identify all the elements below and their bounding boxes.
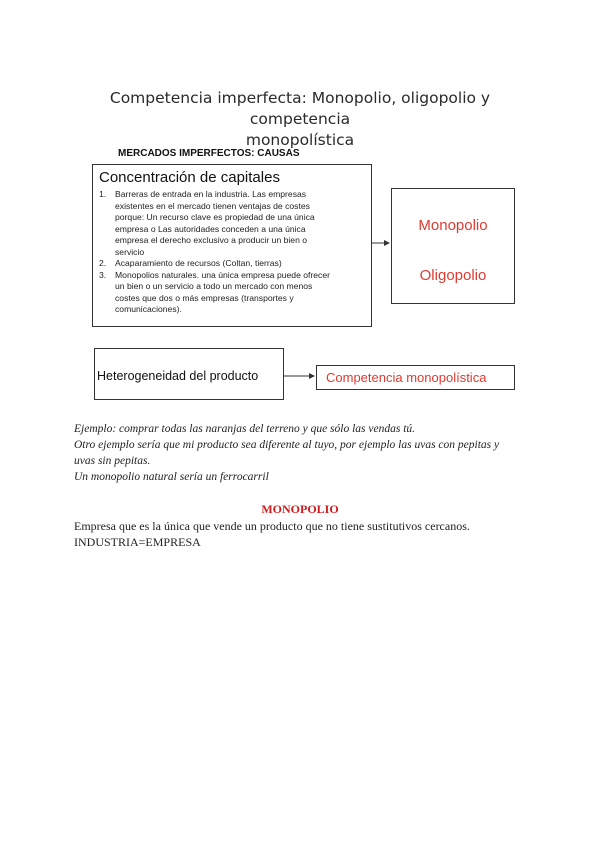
section-body-line-2: INDUSTRIA=EMPRESA bbox=[74, 534, 201, 549]
section-heading-monopolio: MONOPOLIO bbox=[261, 502, 339, 516]
cause-item-3 bbox=[99, 270, 365, 316]
cause-item-1 bbox=[99, 189, 365, 258]
market-result-box bbox=[391, 188, 515, 304]
example-line-2: Otro ejemplo sería que mi producto sea diferente al tuyo, por ejemplo las uvas con pepitas y bbox=[74, 439, 500, 451]
result-monopolio: Monopolio bbox=[418, 217, 488, 234]
cause-item-line: servicio bbox=[115, 246, 145, 257]
examples-text bbox=[74, 421, 544, 485]
cause-item-line: empresa o Las autoridades conceden a una única bbox=[115, 223, 306, 234]
cause-item-number: 2. bbox=[99, 258, 107, 268]
cause-item-line: empresa el derecho exclusivo a producir un bien o bbox=[115, 235, 308, 245]
cause-item-line: Barreras de entrada en la industria. Las empresas bbox=[115, 189, 307, 199]
causes-box-title: Concentración de capitales bbox=[99, 169, 280, 186]
diagram-heading: MERCADOS IMPERFECTOS: CAUSAS bbox=[118, 148, 300, 159]
cause-item-line: Monopolios naturales. una única empresa puede ofrecer bbox=[115, 269, 330, 280]
section-body-line-1: Empresa que es la única que vende un producto que no tiene sustitutivos cercanos. bbox=[74, 519, 470, 533]
page-title-line-2: monopolística bbox=[245, 131, 355, 149]
result-oligopolio: Oligopolio bbox=[419, 267, 487, 284]
cause-item-line: existentes en el mercado tienen ventajas de costes bbox=[115, 200, 310, 211]
heterogeneity-box: Heterogeneidad del producto bbox=[94, 348, 284, 400]
cause-item-line: porque: Un recurso clave es propiedad de una única bbox=[115, 212, 315, 222]
cause-item-number: 1. bbox=[99, 189, 107, 199]
cause-item-line: comunicaciones). bbox=[115, 304, 182, 314]
example-line-4: Un monopolio natural sería un ferrocarril bbox=[74, 471, 269, 483]
cause-item-line: costes que dos o más empresas (transportes y bbox=[115, 292, 294, 303]
causes-box bbox=[92, 164, 372, 327]
causes-list bbox=[99, 189, 365, 316]
section-body bbox=[74, 519, 544, 550]
example-line-3: uvas sin pepitas. bbox=[74, 455, 151, 467]
cause-item-line: un bien o un servicio a todo un mercado con menos bbox=[115, 281, 313, 291]
cause-item-line: Acaparamiento de recursos (Coltan, tierras) bbox=[115, 258, 282, 268]
example-line-1: Ejemplo: comprar todas las naranjas del terreno y que sólo las vendas tú. bbox=[74, 423, 416, 435]
page-title bbox=[60, 88, 540, 151]
monopolistic-competition-box: Competencia monopolística bbox=[316, 365, 515, 390]
page-title-line-1: Competencia imperfecta: Monopolio, oligopolio y competencia bbox=[109, 89, 491, 128]
cause-item-2 bbox=[99, 258, 365, 270]
cause-item-number: 3. bbox=[99, 269, 107, 280]
